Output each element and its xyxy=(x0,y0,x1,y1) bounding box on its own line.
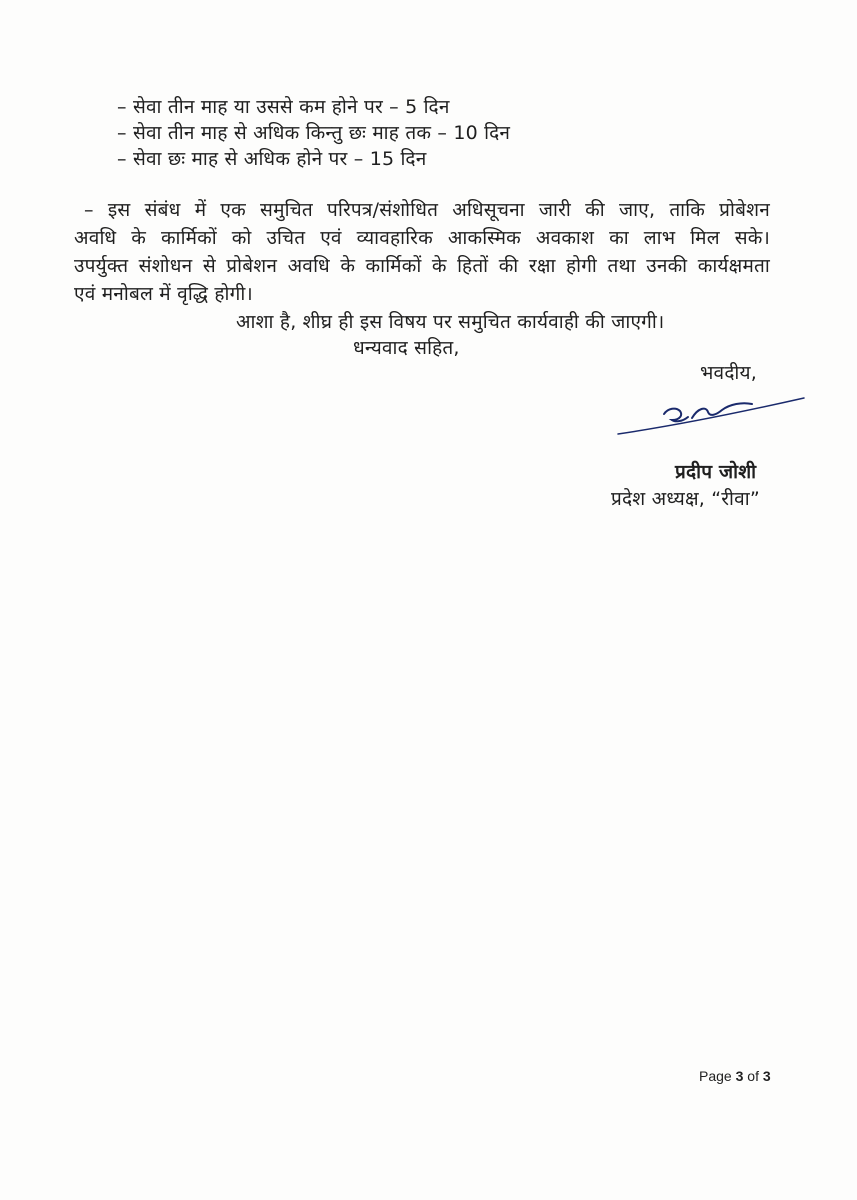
leave-item-above-six-months: – सेवा छः माह से अधिक होने पर – 15 दिन xyxy=(117,148,427,170)
paragraph-line-3: उपर्युक्त संशोधन से प्रोबेशन अवधि के कार्मिकों के हितों की रक्षा होगी तथा उनकी कार्यक्षमता xyxy=(74,255,770,277)
paragraph-line-2: अवधि के कार्मिकों को उचित एवं व्यावहारिक आकस्मिक अवकाश का लाभ मिल सके। xyxy=(74,227,770,249)
handwritten-signature xyxy=(612,390,812,440)
closing-salutation: भवदीय, xyxy=(700,362,757,384)
total-page-number: 3 xyxy=(762,1068,771,1084)
of-word: of xyxy=(747,1068,759,1084)
page-word: Page xyxy=(699,1068,732,1084)
closing-thanks-line: धन्यवाद सहित, xyxy=(353,337,460,359)
paragraph-line-1: – इस संबंध में एक समुचित परिपत्र/संशोधित अधिसूचना जारी की जाए, ताकि प्रोबेशन xyxy=(84,199,770,221)
signatory-designation: प्रदेश अध्यक्ष, “रीवा” xyxy=(611,488,760,510)
closing-hope-line: आशा है, शीघ्र ही इस विषय पर समुचित कार्यवाही की जाएगी। xyxy=(236,311,665,333)
signatory-name: प्रदीप जोशी xyxy=(675,461,757,483)
current-page-number: 3 xyxy=(735,1068,744,1084)
leave-item-three-to-six-months: – सेवा तीन माह से अधिक किन्तु छः माह तक – 10 दिन xyxy=(117,122,511,144)
page-number xyxy=(699,1068,771,1084)
leave-item-upto-three-months: – सेवा तीन माह या उससे कम होने पर – 5 दिन xyxy=(117,96,450,118)
paragraph-line-4: एवं मनोबल में वृद्धि होगी। xyxy=(74,283,253,305)
